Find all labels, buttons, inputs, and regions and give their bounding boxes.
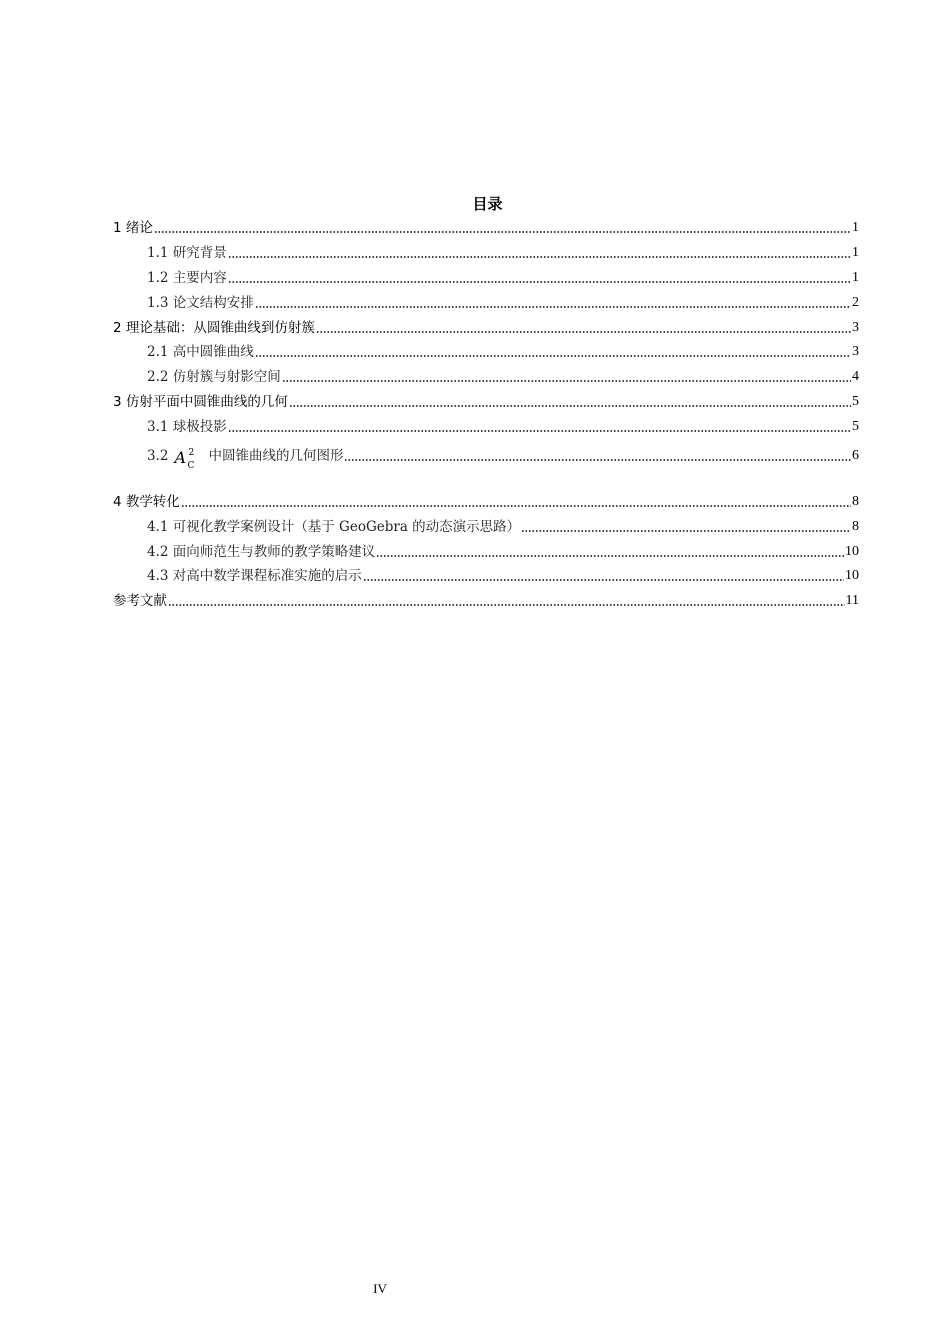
toc-entry-page: 3 xyxy=(852,320,859,335)
toc-entry-page: 1 xyxy=(852,220,859,235)
dot-leader xyxy=(228,255,851,259)
dot-leader xyxy=(289,404,851,408)
toc-entry-3-2[interactable] xyxy=(147,446,859,471)
toc-entry-label: 4.3 对高中数学课程标准实施的启示 xyxy=(147,568,362,584)
dot-leader xyxy=(228,429,851,433)
toc-entry-page: 6 xyxy=(852,448,859,463)
toc-entry-label: 1.1 研究背景 xyxy=(147,245,227,261)
toc-entry-4-2[interactable] xyxy=(147,542,859,562)
math-superscript: 2 xyxy=(188,448,195,458)
toc-entry-4-1[interactable] xyxy=(147,517,859,537)
toc-entry-page: 10 xyxy=(845,544,859,559)
toc-entry-3-1[interactable] xyxy=(147,417,859,437)
toc-entry-label: 1.2 主要内容 xyxy=(147,270,227,286)
toc-entry-page: 3 xyxy=(852,344,859,359)
math-subscript: C xyxy=(187,461,195,471)
toc-entry-2-2[interactable] xyxy=(147,367,859,387)
toc-entry-1-1[interactable] xyxy=(147,243,859,263)
toc-entry-label: 3.1 球极投影 xyxy=(147,419,227,435)
toc-entry-label: 2.2 仿射簇与射影空间 xyxy=(147,369,281,385)
dot-leader xyxy=(154,230,851,234)
toc-entry-page: 5 xyxy=(852,419,859,434)
toc-entry-label: 4.1 可视化教学案例设计（基于 GeoGebra 的动态演示思路） xyxy=(147,519,521,535)
dot-leader xyxy=(316,330,851,334)
toc-entry-label: 4.2 面向师范生与教师的教学策略建议 xyxy=(147,544,376,560)
toc-entry-label: 2.1 高中圆锥曲线 xyxy=(147,344,254,360)
toc-entry-2[interactable] xyxy=(113,318,859,338)
toc-entry-page: 10 xyxy=(845,568,859,583)
toc-entry-label: 4 教学转化 xyxy=(113,494,180,510)
toc-entry-4[interactable] xyxy=(113,492,859,512)
dot-leader xyxy=(228,280,851,284)
dot-leader xyxy=(282,379,851,383)
toc-entry-label: 1.3 论文结构安排 xyxy=(147,295,254,311)
toc-entry-page: 1 xyxy=(852,270,859,285)
toc-entry-label: 3.2 xyxy=(147,448,169,464)
toc-entry-page: 2 xyxy=(852,295,859,310)
dot-leader xyxy=(255,305,851,309)
toc-entry-1-3[interactable] xyxy=(147,293,859,313)
math-base: A xyxy=(174,448,187,467)
toc-entry-4-3[interactable] xyxy=(147,566,859,586)
toc-entry-label: 2 理论基础：从圆锥曲线到仿射簇 xyxy=(113,320,315,336)
dot-leader xyxy=(181,504,851,508)
dot-leader xyxy=(521,529,851,533)
affine-plane-symbol xyxy=(174,446,204,471)
toc-entry-page: 8 xyxy=(852,519,859,534)
toc-entry-label-after: 中圆锥曲线的几何图形 xyxy=(208,448,344,464)
toc-entry-2-1[interactable] xyxy=(147,342,859,362)
page-footer-number: IV xyxy=(373,1281,387,1296)
toc-entry-page: 11 xyxy=(845,593,859,608)
toc-entry-page: 1 xyxy=(852,245,859,260)
toc-entry-label: 3 仿射平面中圆锥曲线的几何 xyxy=(113,394,288,410)
toc-entry-label: 1 绪论 xyxy=(113,220,153,236)
dot-leader xyxy=(363,578,844,582)
dot-leader xyxy=(376,554,844,558)
dot-leader xyxy=(344,458,851,462)
toc-entry-page: 5 xyxy=(852,394,859,409)
toc-entry-1-2[interactable] xyxy=(147,268,859,288)
toc-entry-references[interactable] xyxy=(113,591,859,611)
toc-entry-1[interactable] xyxy=(113,218,859,238)
toc-title: 目录 xyxy=(472,195,503,213)
dot-leader xyxy=(255,354,851,358)
toc-entry-3[interactable] xyxy=(113,392,859,412)
toc-entry-page: 8 xyxy=(852,494,859,509)
toc-entry-page: 4 xyxy=(852,369,859,384)
toc-entry-label: 参考文献 xyxy=(113,593,167,609)
dot-leader xyxy=(168,603,845,607)
